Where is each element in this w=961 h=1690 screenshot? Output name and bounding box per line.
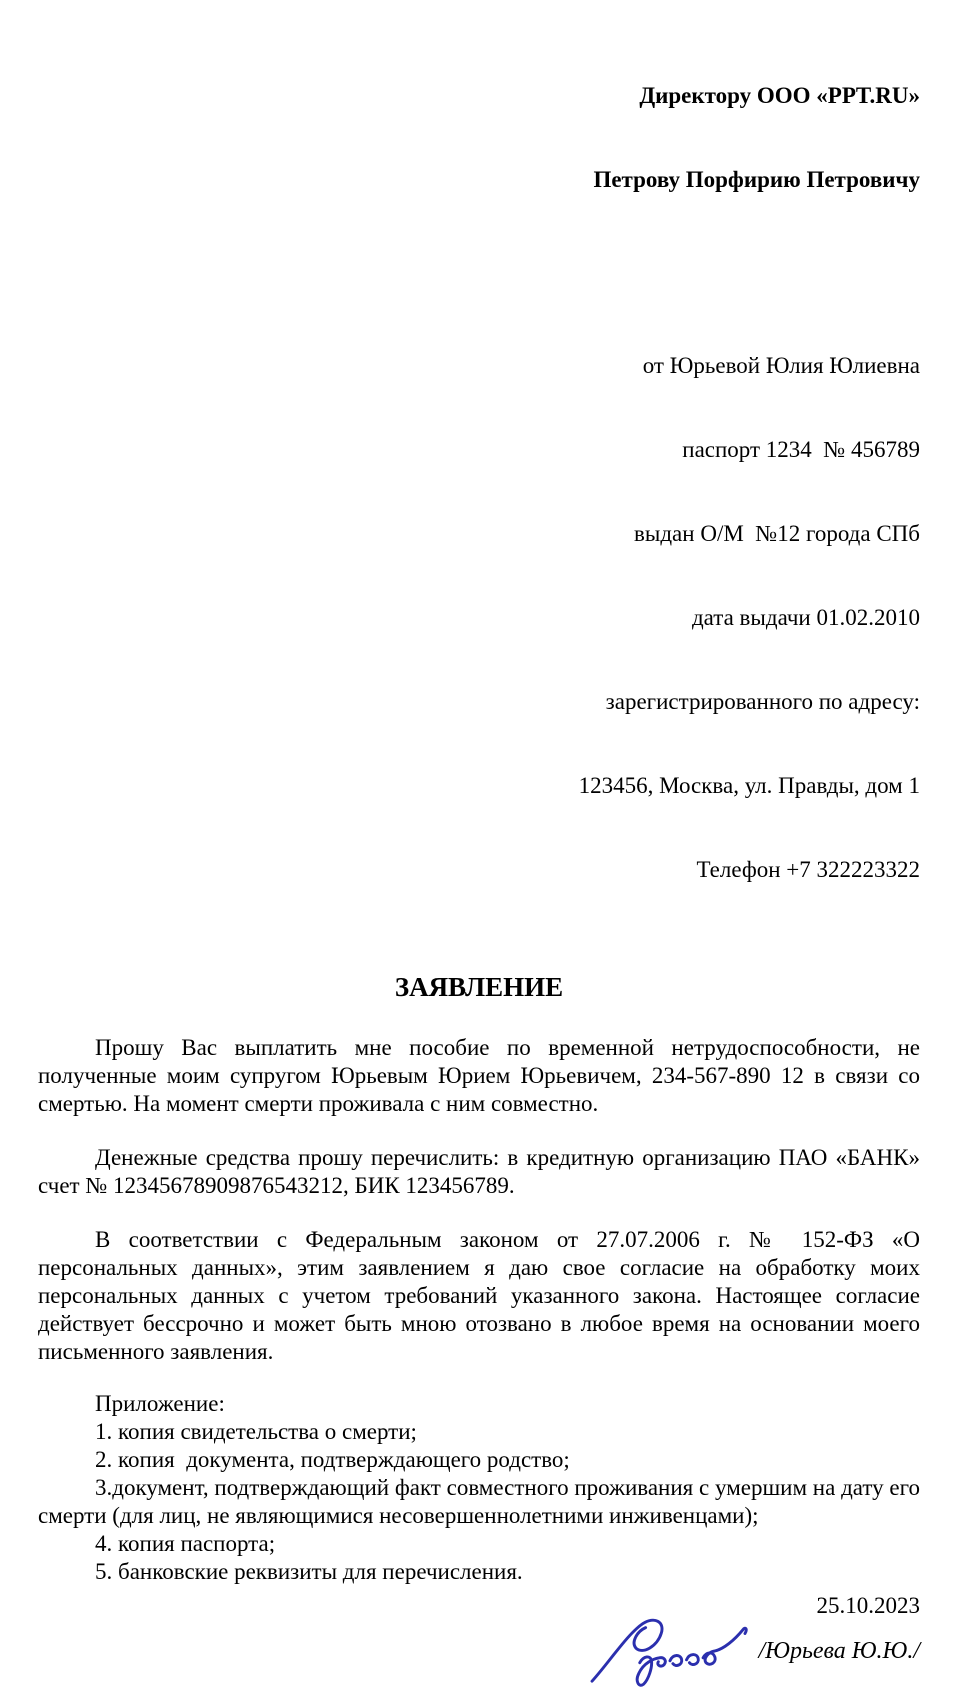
signature-row — [38, 1612, 920, 1690]
signature-printed-name: /Юрьева Ю.Ю./ — [758, 1638, 920, 1664]
body-paragraph-personal-data-consent: В соответствии с Федеральным законом от 27.07.2006 г. № 152-ФЗ «О персональных данных», этим заявлением я даю свое согласие на обработку моих персональных данных с учетом требований указанного закона. Настоящее согласие действует бессрочно и может быть мною отозвано в любое время на основании моего письменного заявления. — [38, 1227, 920, 1364]
signature-stroke — [637, 1657, 665, 1685]
signature-stroke — [686, 1655, 698, 1665]
applicant-passport-issuer-line: выдан О/М №12 города СПб — [634, 521, 920, 546]
document-title: ЗАЯВЛЕНИЕ — [394, 972, 564, 1002]
attachment-item: 2. копия документа, подтверждающего родство; — [95, 1447, 570, 1472]
applicant-name-line: от Юрьевой Юлия Юлиевна — [642, 353, 920, 378]
signature-stroke — [669, 1655, 681, 1665]
attachment-item: 1. копия свидетельства о смерти; — [95, 1419, 417, 1444]
signature-stroke — [703, 1628, 746, 1664]
handwritten-signature-icon — [585, 1613, 753, 1689]
applicant-phone-line: Телефон +7 322223322 — [696, 857, 920, 882]
applicant-block — [38, 296, 920, 940]
attachment-item: 4. копия паспорта; — [95, 1531, 276, 1556]
attachment-item: 3.документ, подтверждающий факт совместного проживания с умершим на дату его смерти (для лиц, не являющимися несовершеннолетними инживенцами); — [38, 1475, 920, 1528]
applicant-passport-line: паспорт 1234 № 456789 — [682, 437, 920, 462]
applicant-passport-date-line: дата выдачи 01.02.2010 — [691, 605, 920, 630]
attachment-item: 5. банковские реквизиты для перечисления. — [95, 1559, 523, 1584]
recipient-line: Директору ООО «PPT.RU» — [639, 83, 920, 108]
applicant-address-line: 123456, Москва, ул. Правды, дом 1 — [578, 773, 920, 798]
recipient-block — [38, 26, 920, 250]
applicant-address-label-line: зарегистрированного по адресу: — [605, 689, 920, 714]
body-paragraph-bank-details: Денежные средства прошу перечислить: в кредитную организацию ПАО «БАНК» счет № 12345678909876543212, БИК 123456789. — [38, 1145, 920, 1198]
body-paragraph-request: Прошу Вас выплатить мне пособие по временной нетрудоспособности, не полученные моим супругом Юрьевым Юрием Юрьевичем, 234-567-890 12 в связи со смертью. На момент смерти проживала с ним совместно. — [38, 1035, 920, 1116]
document-date: 25.10.2023 — [816, 1593, 920, 1618]
recipient-line: Петрову Порфирию Петровичу — [593, 167, 920, 192]
attachments-section — [38, 1390, 920, 1586]
attachments-heading: Приложение: — [95, 1391, 225, 1416]
